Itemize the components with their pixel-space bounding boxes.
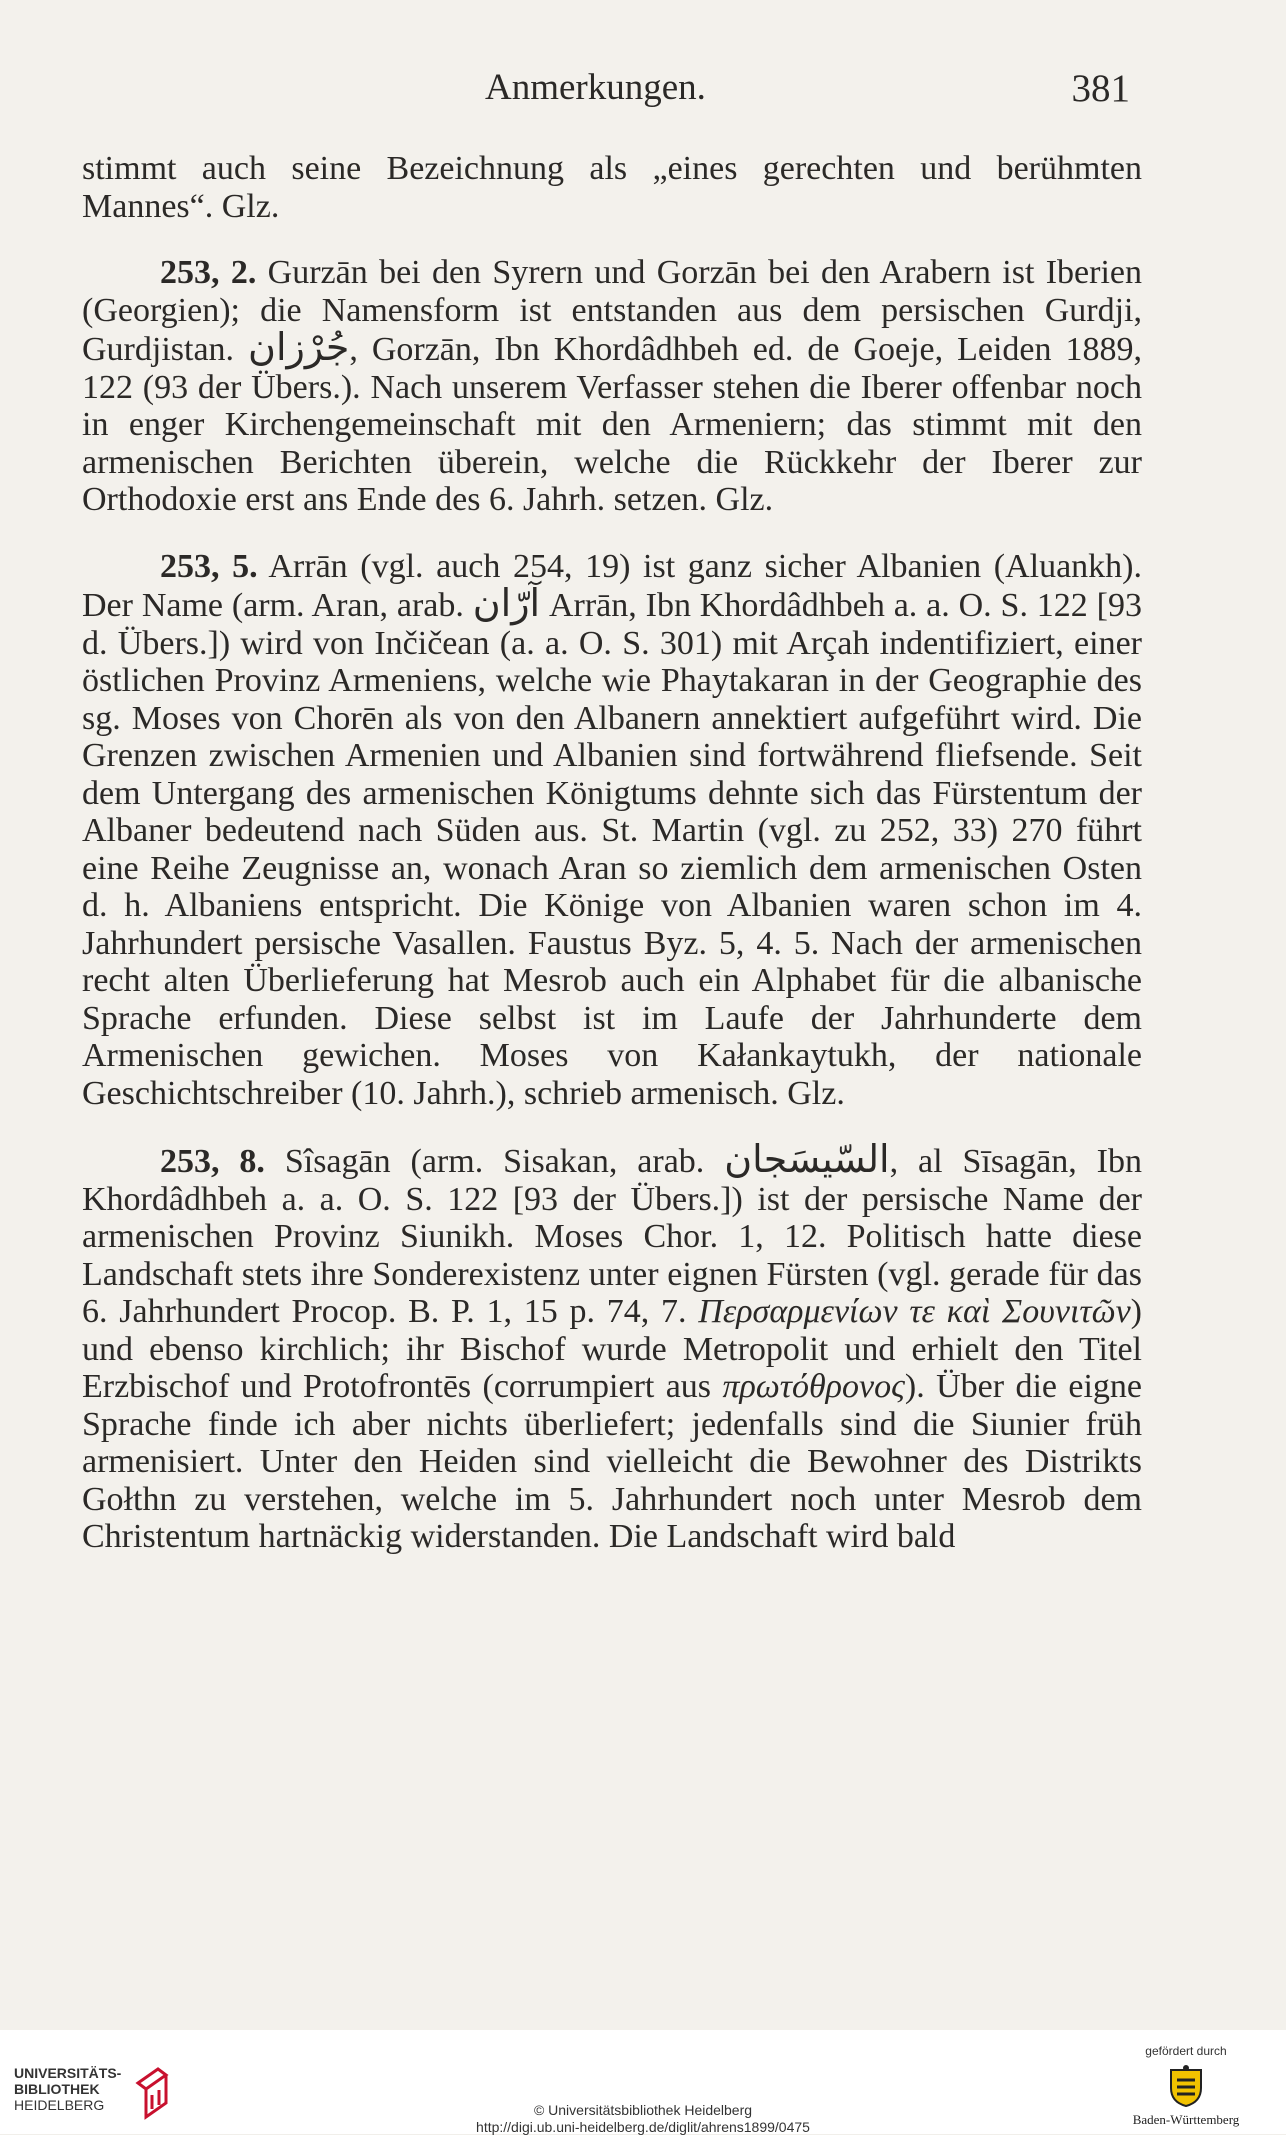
greek-word: πρωτόθρονος xyxy=(722,1368,905,1405)
note-text: ) und ebenso kirchlich; ihr Bischof wurde Metropolit und erhielt den Titel Erzbischof und Protofrontēs (corrumpiert aus xyxy=(82,1293,1142,1405)
sponsor-block xyxy=(1106,2044,1266,2128)
note-text: Arrān, Ibn Khordâdhbeh a. a. O. S. 122 [93 d. Übers.]) wird von Inčičean (a. a. O. S. 301) mit Arçah indentifiziert, einer östlichen Provinz Armeniens, welche wie Phaytakaran in der Geographie des sg. Moses von Chorēn als von den Albanern annektiert aufgeführt wird. Die Grenzen zwischen Armenien und Albanien sind fortwährend fliefsende. Seit dem Untergang des armenischen Königtums dehnte sich das Fürstentum der Albaner bedeutend nach Süden aus. St. Martin (vgl. zu 252, 33) 270 führt eine Reihe Zeugnisse an, wonach Aran so ziemlich dem armenischen Osten d. h. Albaniens entspricht. Die Könige von Albanien waren schon im 4. Jahrhundert persische Vasallen. Faustus Byz. 5, 4. 5. Nach der armenischen recht alten Überlieferung hat Mesrob auch ein Alphabet für die albanische Sprache erfunden. Diese selbst ist im Laufe der Jahrhunderte dem Armenischen gewichen. Moses von Kałankaytukh, der nationale Geschichtschreiber (10. Jahrh.), schrieb armenisch. Glz. xyxy=(82,587,1142,1112)
note-text: Arrān (vgl. auch 254, 19) ist ganz sicher Albanien (Aluankh). Der Name (arm. Aran, arab. xyxy=(82,547,1142,624)
arabic-word: آرّان xyxy=(472,581,541,625)
coat-of-arms-icon xyxy=(1163,2064,1209,2108)
arabic-word: جُرْزان xyxy=(248,325,350,369)
digitization-footer xyxy=(0,2030,1286,2134)
note-text: , al Sīsagān, Ibn Khordâdhbeh a. a. O. S. 122 [93 der Übers.]) ist der persische Name der armenischen Provinz Siunikh. Moses Chor. 1, 12. Politisch hatte diese Landschaft stets ihre Sonderexistenz unter eignen Fürsten (vgl. gerade für das 6. Jahrhundert Procop. B. P. 1, 15 p. 74, 7. xyxy=(82,1143,1142,1330)
header-title: Anmerkungen. xyxy=(485,67,706,108)
running-header xyxy=(85,66,1130,116)
logo-line: BIBLIOTHEK xyxy=(14,2081,100,2097)
logo-line: UNIVERSITÄTS- xyxy=(14,2065,122,2081)
logo-line: HEIDELBERG xyxy=(14,2097,105,2113)
sponsor-label: gefördert durch xyxy=(1145,2044,1227,2058)
note-text: ). Über die eigne Sprache finde ich aber nichts überliefert; jedenfalls sind die Siunier früh armenisiert. Unter den Heiden sind vielleicht die Bewohner des Distrikts Gołthn zu verstehen, welche im 5. Jahrhundert noch unter Mesrob dem Christentum hartnäckig widerstanden. Die Landschaft wird bald xyxy=(82,1368,1142,1555)
note-number: 253, 2. xyxy=(160,254,257,291)
note-text: Sîsagān (arm. Sisakan, arab. xyxy=(264,1143,725,1180)
greek-phrase: Περσαρμενίων τε καὶ Σουνιτῶν xyxy=(698,1293,1131,1330)
note-number: 253, 8. xyxy=(160,1143,265,1180)
note-number: 253, 5. xyxy=(160,547,258,585)
page-number: 381 xyxy=(1071,67,1130,110)
sponsor-name: Baden-Württemberg xyxy=(1132,2112,1240,2127)
paragraph-continuation: stimmt auch seine Bezeichnung als „eines gerechten und berühmten Mannes“. Glz. xyxy=(82,150,1142,225)
note-text: Gurzān bei den Syrern und Gorzān bei den Arabern ist Iberien (Georgien); die Namensform ist entstanden aus dem persischen Gurdji, Gurdjistan. xyxy=(82,254,1142,368)
note-text: , Gorzān, Ibn Khordâdhbeh ed. de Goeje, Leiden 1889, 122 (93 der Übers.). Nach unserem Verfasser stehen die Iberer offenbar noch in enger Kirchengemeinschaft mit den Armeniern; das stimmt mit den armenischen Berichten überein, welche die Rückkehr der Iberer zur Orthodoxie erst ans Ende des 6. Jahrh. setzen. Glz. xyxy=(82,331,1142,518)
note-253-5 xyxy=(82,548,1142,1113)
body-text xyxy=(82,150,1142,1556)
copyright-notice: © Universitätsbibliothek Heidelberg xyxy=(533,2102,753,2118)
note-253-8 xyxy=(82,1137,1142,1556)
note-253-2 xyxy=(82,254,1142,519)
arabic-word: السّيسَجان xyxy=(724,1137,890,1181)
permalink-url[interactable]: http://digi.ub.uni-heidelberg.de/diglit/ahrens1899/0475 xyxy=(476,2119,810,2135)
